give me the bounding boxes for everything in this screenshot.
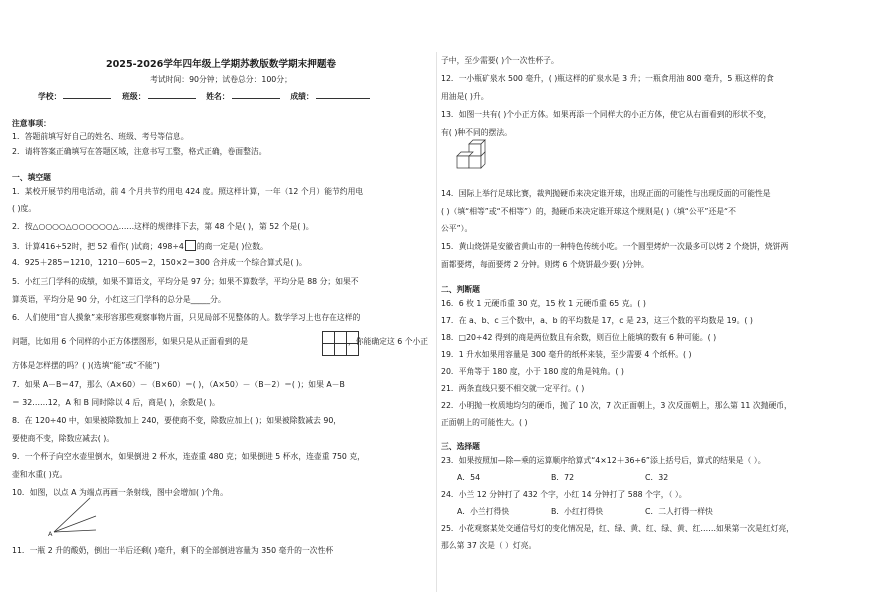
judge-question: 19．1 升水如果用容量是 300 毫升的纸杯来装，至少需要 4 个纸杯。( ) <box>441 350 692 359</box>
note-item: 1．答题前填写好自己的姓名、班级、考号等信息。 <box>12 132 189 141</box>
section-true-false-heading: 二、判断题 <box>441 285 480 294</box>
question-line: 有( )种不同的摆法。 <box>441 128 512 137</box>
question-line: 子中，至少需要( )个一次性杯子。 <box>441 56 559 65</box>
class-field[interactable] <box>148 90 196 99</box>
ray-line <box>54 530 96 532</box>
exam-subtitle: 考试时间：90分钟；试卷总分：100分； <box>150 75 292 84</box>
question-line: 算英语，平均分是 90 分，小红这三门学科的总分是_____分。 <box>12 295 226 304</box>
choice-option[interactable]: A．54 <box>457 473 481 482</box>
question-line: 问题，比如用 6 个同样的小正方体摆图形，如果只是从正面看到的是 <box>12 337 249 346</box>
question-line: ( )度。 <box>12 204 37 213</box>
question-line: ，你能确定这 6 个小正 <box>348 337 429 346</box>
question-line: 7．如果 A－B＝47，那么（A×60）－（B×60）＝( )，（A×50）－（B－2）＝( )；如果 A－B <box>12 380 345 389</box>
question-line: 6．人们使用“盲人摸象”来形容那些观察事物片面，只见局部不见整体的人。数学学习上也存在这样的 <box>12 313 361 322</box>
choice-option[interactable]: A．小兰打得快 <box>457 507 510 516</box>
choice-option[interactable]: B．小红打得快 <box>551 507 604 516</box>
question-line: 4．925＋285＝1210，1210－605＝2，150×2＝300 合并成一个综合算式是( )。 <box>12 258 307 267</box>
exam-title: 2025-2026学年四年级上学期苏教版数学期末押题卷 <box>105 59 337 70</box>
judge-question: 正面朝上的可能性大。( ) <box>441 418 528 427</box>
question-line: 8．在 120÷40 中，如果被除数加上 240，要使商不变，除数应加上( )；如果被除数减去 90， <box>12 416 342 425</box>
judge-question: 18．□20÷42 得到的商是两位数且有余数，则百位上能填的数有 6 种可能。( ) <box>441 333 717 342</box>
question-line: 壶和水重( )克。 <box>12 470 68 479</box>
question-line: 方体是怎样摆的吗？( )(选填“能”或“不能”) <box>12 361 160 370</box>
school-label: 学校： <box>38 92 62 101</box>
score-field[interactable] <box>316 90 370 99</box>
cube-face <box>457 156 469 168</box>
notes-heading: 注意事项： <box>12 119 51 128</box>
question-line: 10．如图，以点 A 为端点再画一条射线，图中会增加( )个角。 <box>12 488 228 497</box>
question-line: 公平”）。 <box>441 224 473 233</box>
ray-line <box>54 516 96 532</box>
question-line: 2．按△○○○○△○○○○○○△……这样的规律排下去，第 48 个是( )，第 52 个是( )。 <box>12 222 314 231</box>
question-line: 面都要烤，每面要烤 2 分钟。则烤 6 个烧饼最少要( )分钟。 <box>441 260 649 269</box>
question-line: 要使商不变，除数应减去( )。 <box>12 434 115 443</box>
judge-question: 17．在 a、b、c 三个数中，a、b 的平均数是 17，c 是 23，这三个数的平均数是 19。( ) <box>441 316 753 325</box>
question-line: 15．黄山烧饼是安徽省黄山市的一种特色传统小吃。一个圆型烤炉一次最多可以烤 2 个烧饼，烧饼两 <box>441 242 789 251</box>
name-label: 姓名： <box>206 92 230 101</box>
blank-digit-box <box>185 240 196 251</box>
question-line: 1．某校开展节约用电活动，前 4 个月共节约用电 424 度。照这样计算，一年（12 个月）能节约用电 <box>12 187 364 196</box>
question-line: 5．小红三门学科的成绩，如果不算语文，平均分是 97 分；如果不算数学，平均分是 88 分；如果不 <box>12 277 359 286</box>
question-line: 13．如图一共有( )个小正方体。如果再添一个同样大的小正方体，使它从右面看到的形状不变， <box>441 110 772 119</box>
section-multiple-choice-heading: 三、选择题 <box>441 442 480 451</box>
choice-option[interactable]: C．32 <box>645 473 669 482</box>
question-3-part-b: 的商一定是( )位数。 <box>196 242 268 251</box>
choice-question: 25．小花观察某处交通信号灯的变化情况是，红、绿、黄、红、绿、黄、红……如果第一次是红灯亮， <box>441 524 794 533</box>
cube-face <box>469 156 481 168</box>
judge-question: 21．两条直线只要不相交就一定平行。( ) <box>441 384 585 393</box>
cube-stack-figure <box>455 136 495 176</box>
angle-figure <box>48 494 98 536</box>
judge-question: 20．平角等于 180 度，小于 180 度的角是钝角。( ) <box>441 367 624 376</box>
choice-question: 那么第 37 次是（ ）灯亮。 <box>441 541 537 550</box>
note-item: 2．请将答案正确填写在答题区域，注意书写工整，格式正确，卷面整洁。 <box>12 147 267 156</box>
question-line: 14．国际上举行足球比赛，裁判抛硬币来决定谁开球，出现正面的可能性与出现反面的可能性是 <box>441 189 771 198</box>
score-label: 成绩： <box>290 92 314 101</box>
choice-option[interactable]: C．二人打得一样快 <box>645 507 713 516</box>
column-divider <box>436 52 437 592</box>
choice-question: 23．如果按照加—除—乘的运算顺序给算式“4×12＋36÷6”添上括号后，算式的结果是（ ）。 <box>441 456 766 465</box>
ray-line <box>54 498 90 532</box>
student-info-row <box>18 90 428 102</box>
question-3-part-a: 3．计算416÷52时，把 52 看作( )试商；498÷4 <box>12 242 184 251</box>
school-field[interactable] <box>63 90 111 99</box>
class-label: 班级： <box>122 92 146 101</box>
question-line: ( )（填“相等”或“不相等”）的，抛硬币来决定谁开球这个规则是( )（填“公平”还是“不 <box>441 207 736 216</box>
question-line: 11．一瓶 2 升的酸奶，倒出一半后还剩( )毫升，剩下的全部倒进容量为 350 毫升的一次性杯 <box>12 546 334 555</box>
point-a-label: A <box>48 530 53 536</box>
name-field[interactable] <box>232 90 280 99</box>
choice-option[interactable]: B．72 <box>551 473 575 482</box>
question-line: ＝ 32……12，A 和 B 同时除以 4 后，商是( )，余数是( )。 <box>12 398 220 407</box>
judge-question: 22．小明抛一枚质地均匀的硬币，抛了 10 次，7 次正面朝上，3 次反面朝上，那么第 11 次抛硬币， <box>441 401 792 410</box>
question-line: 用油是( )升。 <box>441 92 489 101</box>
question-line: 12．一小瓶矿泉水 500 毫升，( )瓶这样的矿泉水是 3 升；一瓶食用油 800 毫升，5 瓶这样的食 <box>441 74 774 83</box>
judge-question: 16．6 枚 1 元硬币重 30 克，15 枚 1 元硬币重 65 克。( ) <box>441 299 646 308</box>
section-fill-blank-heading: 一、填空题 <box>12 173 51 182</box>
question-line: 9．一个杯子向空水壶里倒水，如果倒进 2 杯水，连壶重 480 克；如果倒进 5 杯水，连壶重 750 克， <box>12 452 365 461</box>
choice-question: 24．小兰 12 分钟打了 432 个字，小红 14 分钟打了 588 个字，（ ）。 <box>441 490 687 499</box>
question-line <box>12 240 268 252</box>
